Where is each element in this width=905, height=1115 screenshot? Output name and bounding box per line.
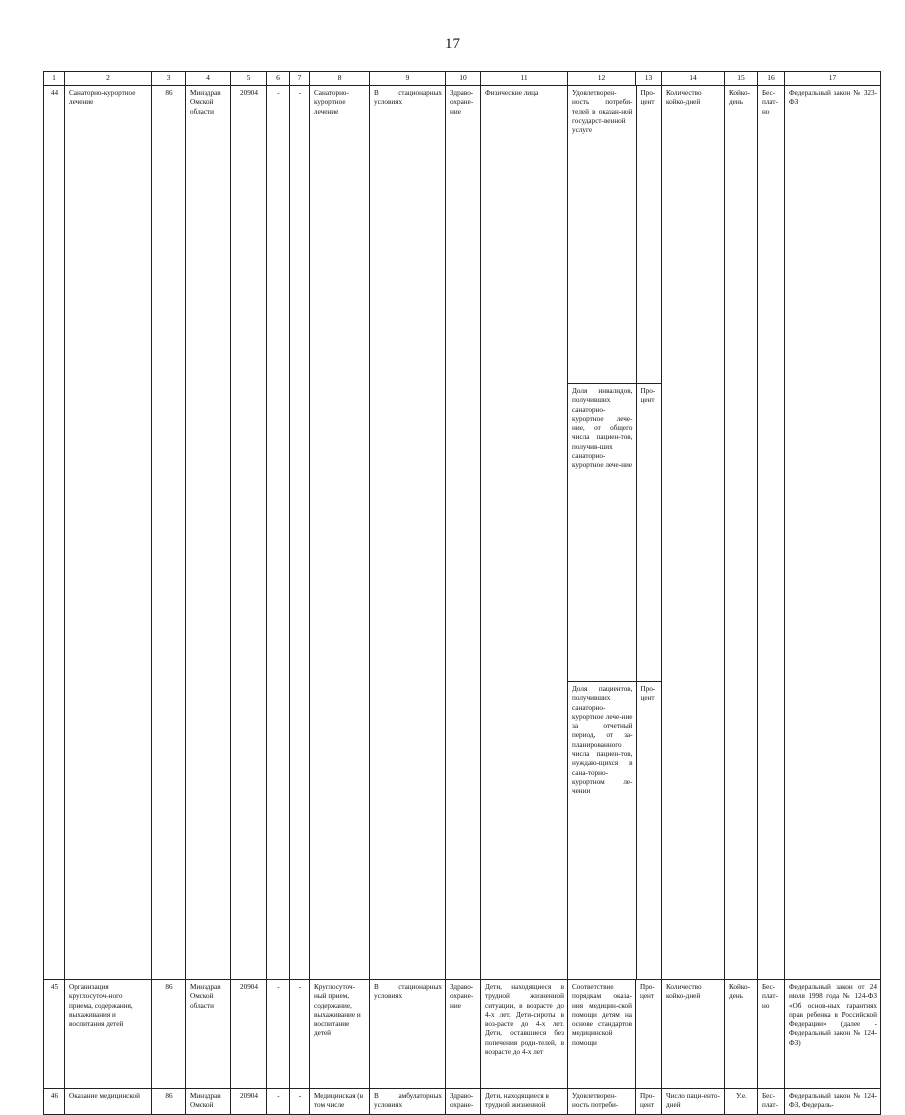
legal-basis: Федеральный закон № 323-ФЗ	[785, 86, 881, 980]
payment-type: Бес-плат-но	[758, 86, 785, 980]
cell-code: 86	[152, 980, 186, 1089]
table-row	[44, 980, 881, 1089]
col-header: 14	[662, 72, 725, 86]
volume-unit: Койко-день	[725, 980, 758, 1089]
page-number: 17	[445, 36, 460, 52]
col-header: 10	[446, 72, 481, 86]
payment-type: Бес-плат-	[758, 1089, 785, 1115]
agency-name: Минздрав Омской	[186, 1089, 231, 1115]
service-content: Медицинская (в том числе	[310, 1089, 370, 1115]
service-content: Круглосуточ-ный прием, содержание, выхаживание и воспитание детей	[310, 980, 370, 1089]
col-header: 3	[152, 72, 186, 86]
cell-dash: -	[290, 1089, 310, 1115]
cell-code: 86	[152, 86, 186, 980]
col-header: 2	[65, 72, 152, 86]
col-header: 17	[785, 72, 881, 86]
col-header: 12	[568, 72, 636, 86]
col-header: 4	[186, 72, 231, 86]
indicator-subtable	[568, 86, 662, 979]
table-row	[44, 86, 881, 980]
service-name: Санаторно-курортное лечение	[65, 86, 152, 980]
service-consumers: Физические лица	[481, 86, 568, 980]
cell-dash: -	[267, 86, 290, 980]
indicator-unit: Про-цент	[636, 86, 662, 384]
service-sphere: Здраво-охране-	[446, 1089, 481, 1115]
volume-indicator: Количество койко-дней	[662, 980, 725, 1089]
service-conditions: В стационарных условиях	[370, 980, 446, 1089]
col-header: 1	[44, 72, 65, 86]
quality-indicators	[568, 86, 662, 980]
indicator-text: Соответствие порядкам оказа-ния медицин-ской помощи детям на основе стандартов медицинской помощи	[568, 980, 636, 1089]
service-conditions: В амбулаторных условиях	[370, 1089, 446, 1115]
legal-basis: Федеральный закон от 24 июля 1998 года № 124-ФЗ «Об основ-ных гарантиях прав ребенка в Российской Федерации» (далее - Федеральный закон № 124-ФЗ)	[785, 980, 881, 1089]
agency-name: Минздрав Омской области	[186, 86, 231, 980]
col-header: 16	[758, 72, 785, 86]
legal-basis: Федеральный закон № 124-ФЗ, Федераль-	[785, 1089, 881, 1115]
indicator-unit: Про-цент	[636, 384, 662, 682]
service-name: Оказание медицинской	[65, 1089, 152, 1115]
service-consumers: Дети, находящиеся в трудной жизненной	[481, 1089, 568, 1115]
row-number: 46	[44, 1089, 65, 1115]
row-number: 44	[44, 86, 65, 980]
service-consumers: Дети, находящиеся в трудной жизненной ситуации, в возрасте до 4-х лет. Дети-сироты в воз-расте до 4-х лет. Дети, оставшиеся без попечения роди-телей, в возрасте до 4-х лет	[481, 980, 568, 1089]
services-registry-table	[43, 71, 881, 1115]
col-header: 9	[370, 72, 446, 86]
service-conditions: В стационарных условиях	[370, 86, 446, 980]
cell-dash: -	[290, 980, 310, 1089]
service-sphere: Здраво-охране-ние	[446, 86, 481, 980]
indicator-unit: Про-цент	[636, 1089, 662, 1115]
budget-code: 20904	[231, 980, 267, 1089]
column-number-row	[44, 72, 881, 86]
cell-dash: -	[290, 86, 310, 980]
table-row	[44, 1089, 881, 1115]
indicator-text: Удовлетворен-ность потреби-телей в оказан-ной государст-венной услуге	[568, 86, 636, 384]
col-header: 6	[267, 72, 290, 86]
col-header: 7	[290, 72, 310, 86]
budget-code: 20904	[231, 86, 267, 980]
col-header: 15	[725, 72, 758, 86]
indicator-unit: Про-цент	[636, 980, 662, 1089]
col-header: 5	[231, 72, 267, 86]
row-number: 45	[44, 980, 65, 1089]
volume-indicator: Число паци-енто-дней	[662, 1089, 725, 1115]
payment-type: Бес-плат-но	[758, 980, 785, 1089]
cell-code: 86	[152, 1089, 186, 1115]
indicator-text: Доля инвалидов, получивших санаторно-курортное лече-ние, от общего числа пациен-тов, получив-ших санаторно-курортное лече-ние	[568, 384, 636, 682]
col-header: 8	[310, 72, 370, 86]
service-sphere: Здраво-охране-ние	[446, 980, 481, 1089]
cell-dash: -	[267, 980, 290, 1089]
cell-dash: -	[267, 1089, 290, 1115]
agency-name: Минздрав Омской области	[186, 980, 231, 1089]
volume-indicator: Количество койко-дней	[662, 86, 725, 980]
indicator-unit: Про-цент	[640, 685, 656, 703]
col-header: 13	[636, 72, 662, 86]
volume-unit: У.е.	[725, 1089, 758, 1115]
indicator-text: Удовлетворен-ность потреби-	[568, 1089, 636, 1115]
col-header: 11	[481, 72, 568, 86]
budget-code: 20904	[231, 1089, 267, 1115]
volume-unit: Койко-день	[725, 86, 758, 980]
service-content: Санаторно-курортное лечение	[310, 86, 370, 980]
indicator-text: Доля пациентов, получивших санаторно-курортное лече-ние за отчетный период, от за-планированного числа пациен-тов, нуждаю-щихся в сана-торно-курортном ле-чении	[568, 682, 636, 980]
service-name: Организация круглосуточ-ного приема, содержания, выхаживания и воспитания детей	[65, 980, 152, 1089]
